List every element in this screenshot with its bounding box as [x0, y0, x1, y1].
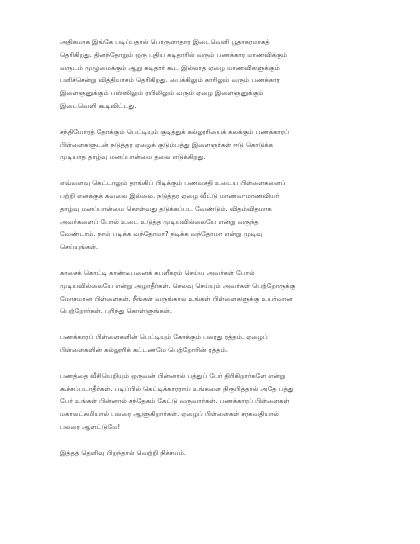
text-line: மகாலட்சுமியால் பலரை ஆளுகிறார்கள். ஏழைப் பிள்ளைகள் சரசுவதியால் [60, 410, 279, 419]
text-line: அதிகமாக இங்கே படிப்பதால் பொருளாதார இடைவெளி பூதாகரமாகத் [60, 38, 270, 46]
paragraph-7 [60, 447, 372, 460]
text-line: காசைக் கொட்டி காண்டீபனைக் கபளீகரம் செய்ய அவர்கள் போல் [60, 268, 255, 277]
text-line: பேர் உங்கள் பின்னால் சந்தேகம் கேட்டு வருவார்கள். பணக்காரப் பிள்ளைகள் [60, 397, 290, 406]
text-line: இத்தத் தெளிவு பிறந்தால் வெற்றி நிச்சயம். [60, 448, 187, 457]
text-line: பிள்ளைகளுடன் நடுத்தர ஏழைக் குடும்பத்து இளைஞர்கள் ஈடு கொடுக்க [60, 140, 273, 149]
text-line: தாழ்வு மனப்பான்மை கொள்வது தடுக்கப்பட வேண்டும். விதம்விதமாக [60, 204, 272, 213]
document-page [60, 36, 372, 473]
text-line: பற்றி எனக்குக் கவலை இல்லை. நடுத்தர ஏழை வீட்டு மாணவ-மாணவியர் [60, 191, 280, 200]
text-line: இடைவெளி கூடிவிட்டது. [60, 101, 137, 110]
paragraph-4 [60, 267, 372, 318]
text-line: முடியாத தாழ்வு மனப்பான்மை தலை எடுக்கிறது. [60, 153, 206, 162]
paragraph-6 [60, 370, 372, 434]
text-line: பளிச்சென்று வித்தியாசம் தெரிகிறது. பைக்கிலும் காரிலும் வரும் பணக்கார [60, 76, 280, 85]
text-line: வேண்டாம். நாம் படிக்க வந்தோமா? நடிக்க வந்தோமா என்று முடிவு [60, 230, 263, 239]
text-line: செய்யுங்கள். [60, 243, 99, 252]
text-line: கூச்சப்படாதீர்கள். படிப்பில் கெட்டிக்காரராய் உங்களை நிரூபித்தால் அதே பத்து [60, 384, 294, 393]
text-line: இளைஞனுக்கும் பஸ்ஸிலும் ரயிலிலும் வரும் ஏழை இளைஞனுக்கும் [60, 89, 264, 98]
paragraph-5 [60, 331, 372, 357]
text-line: தெரிகிறது. தினந்தோறும் ஒரு புதிய சுடிதாரில் வரும் பணக்கார மாணவிக்கும் [60, 50, 288, 59]
paragraph-2 [60, 126, 372, 164]
text-line: பெற்றோர்கள். புரிந்து கொள்ளுங்கள். [60, 307, 172, 316]
text-line: முடியவில்லையே என்று அழாதீர்கள். செலவு செய்யும் அவர்கள் பெற்றோருக்கு [60, 281, 296, 290]
text-line: பலரை ஆளட்டுமே! [60, 422, 121, 431]
text-line: அவர்களைப் போல் உடை உடுத்த முடியவில்லையே என்று வருந்த [60, 217, 259, 226]
text-line: பணத்தை வீசியெறியும் ஒருவன் பின்னால் பத்துப் பேர் திரிகிறார்களே என்று [60, 371, 286, 380]
text-line: வருடம் முழுமைக்கும் ஆறு சுடிதார் கூட இல்லாத ஏழை மாணவிகளுக்கும் [60, 63, 280, 72]
text-line: சந்தியோரத் தோக்கும் பெட்டியும் குடித்துக் கல்லூரியைக் கலக்கும் பணக்காரப் [60, 127, 290, 136]
text-line: எவ்வளவு கெட்டாலும் தாங்கிப் பிடிக்கும் பணவசதி உடைய பிள்ளைகளைப் [60, 179, 286, 188]
text-line: பணக்காரப் பிள்ளைகளின் பெட்டியும் கோக்கும் பலரது ரத்தம். ஏழைப் [60, 333, 268, 342]
text-line: மோசமான பிள்ளைகள். நீங்கள் வருங்கால உங்கள் பிள்ளைகளுக்கு உயர்வான [60, 294, 293, 303]
paragraph-1 [60, 36, 372, 113]
paragraph-3 [60, 177, 372, 254]
text-line: பிள்ளைகளின் கல்லூரிக் கட்டணமே பெற்றோரின் ரத்தம். [60, 345, 228, 354]
